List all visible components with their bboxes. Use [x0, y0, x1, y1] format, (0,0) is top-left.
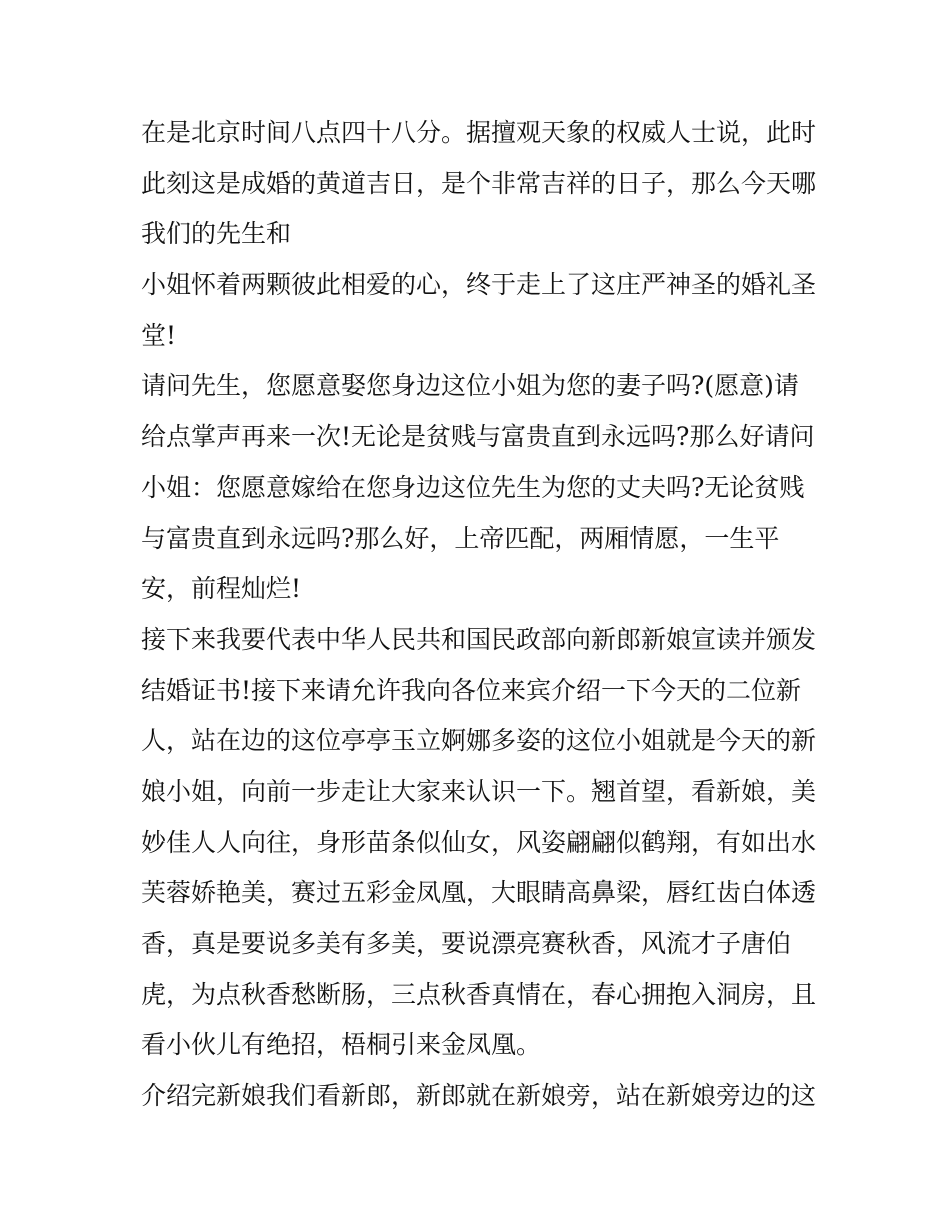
text-line: 人，站在边的这位亭亭玉立婀娜多姿的这位小姐就是今天的新	[141, 726, 817, 756]
document-text	[141, 108, 831, 1122]
text-line: 小姐：您愿意嫁给在您身边这位先生为您的丈夫吗?无论贫贱	[141, 472, 805, 502]
text-line: 结婚证书!接下来请允许我向各位来宾介绍一下今天的二位新	[141, 675, 802, 705]
text-line: 娘小姐，向前一步走让大家来认识一下。翘首望，看新娘，美	[141, 776, 817, 806]
text-line: 堂!	[141, 320, 177, 350]
text-line: 我们的先生和	[141, 219, 292, 249]
text-line: 看小伙儿有绝招，梧桐引来金凤凰。	[141, 1030, 542, 1060]
text-line: 接下来我要代表中华人民共和国民政部向新郎新娘宣读并颁发	[141, 624, 817, 654]
text-line: 虎，为点秋香愁断肠，三点秋香真情在，春心拥抱入洞房，且	[141, 979, 817, 1009]
text-line: 芙蓉娇艳美，赛过五彩金凤凰，大眼睛高鼻梁，唇红齿白体透	[141, 878, 817, 908]
text-line: 与富贵直到永远吗?那么好，上帝匹配，两厢情愿，一生平	[141, 523, 780, 553]
text-line: 给点掌声再来一次!无论是贫贱与富贵直到永远吗?那么好请问	[141, 422, 815, 452]
text-line: 此刻这是成婚的黄道吉日，是个非常吉祥的日子，那么今天哪	[141, 168, 817, 198]
text-line: 妙佳人人向往，身形苗条似仙女，风姿翩翩似鹤翔，有如出水	[141, 827, 817, 857]
text-line: 小姐怀着两颗彼此相爱的心，终于走上了这庄严神圣的婚礼圣	[141, 270, 817, 300]
text-line: 在是北京时间八点四十八分。据擅观天象的权威人士说，此时	[141, 118, 817, 147]
text-line: 介绍完新娘我们看新郎，新郎就在新娘旁，站在新娘旁边的这	[141, 1081, 817, 1111]
text-line: 香，真是要说多美有多美，要说漂亮赛秋香，风流才子唐伯	[141, 929, 792, 958]
text-line: 安，前程灿烂!	[141, 574, 302, 604]
text-line: 请问先生，您愿意娶您身边这位小姐为您的妻子吗?(愿意)请	[141, 371, 799, 401]
